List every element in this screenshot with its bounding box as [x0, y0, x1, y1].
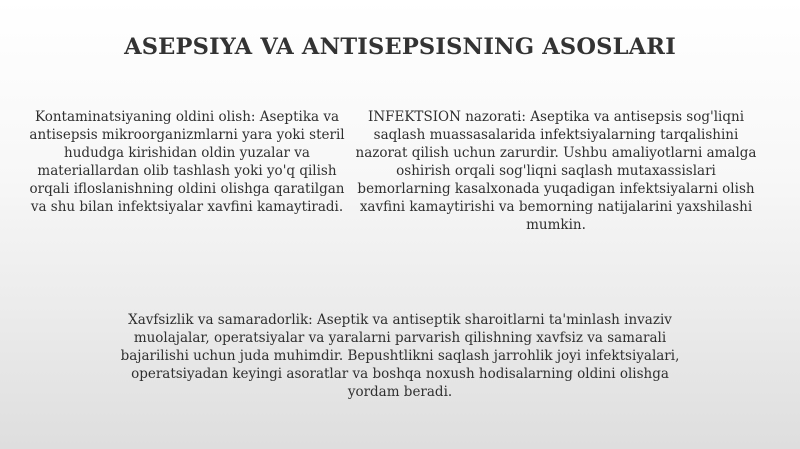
safety-efficiency-text: Xavfsizlik va samaradorlik: Aseptik va antiseptik sharoitlarni ta'minlash invaziv muolajalar, operatsiyalar va yaralarni parvarish qilishning xavfsiz va samarali bajarilishi uchun juda muhimdir. Bepushtlikni saqlash jarrohlik joyi infektsiyalari, operatsiyadan keyingi asoratlar va boshqa noxush hodisalarning oldini olishga yordam beradi.	[120, 312, 680, 400]
slide-title: ASEPSIYA VA ANTISEPSISNING ASOSLARI	[124, 34, 676, 60]
infection-control-text: INFEKTSION nazorati: Aseptika va antisepsis sog'liqni saqlash muassasalarida infektsiyalarning tarqalishini nazorat qilish uchun zarurdir. Ushbu amaliyotlarni amalga oshirish orqali sog'liqni saqlash mutaxassislari bemorlarning kasalxonada yuqadigan infektsiyalarni olish xavfini kamaytirishi va bemorning natijalarini yaxshilashi mumkin.	[355, 109, 757, 233]
contamination-prevention-text: Kontaminatsiyaning oldini olish: Aseptika va antisepsis mikroorganizmlarni yara yoki steril hududga kirishidan oldin yuzalar va materiallardan olib tashlash yoki yo'q qilish orqali ifloslanishning oldini olishga qaratilgan va shu bilan infektsiyalar xavfini kamaytiradi.	[29, 109, 345, 215]
